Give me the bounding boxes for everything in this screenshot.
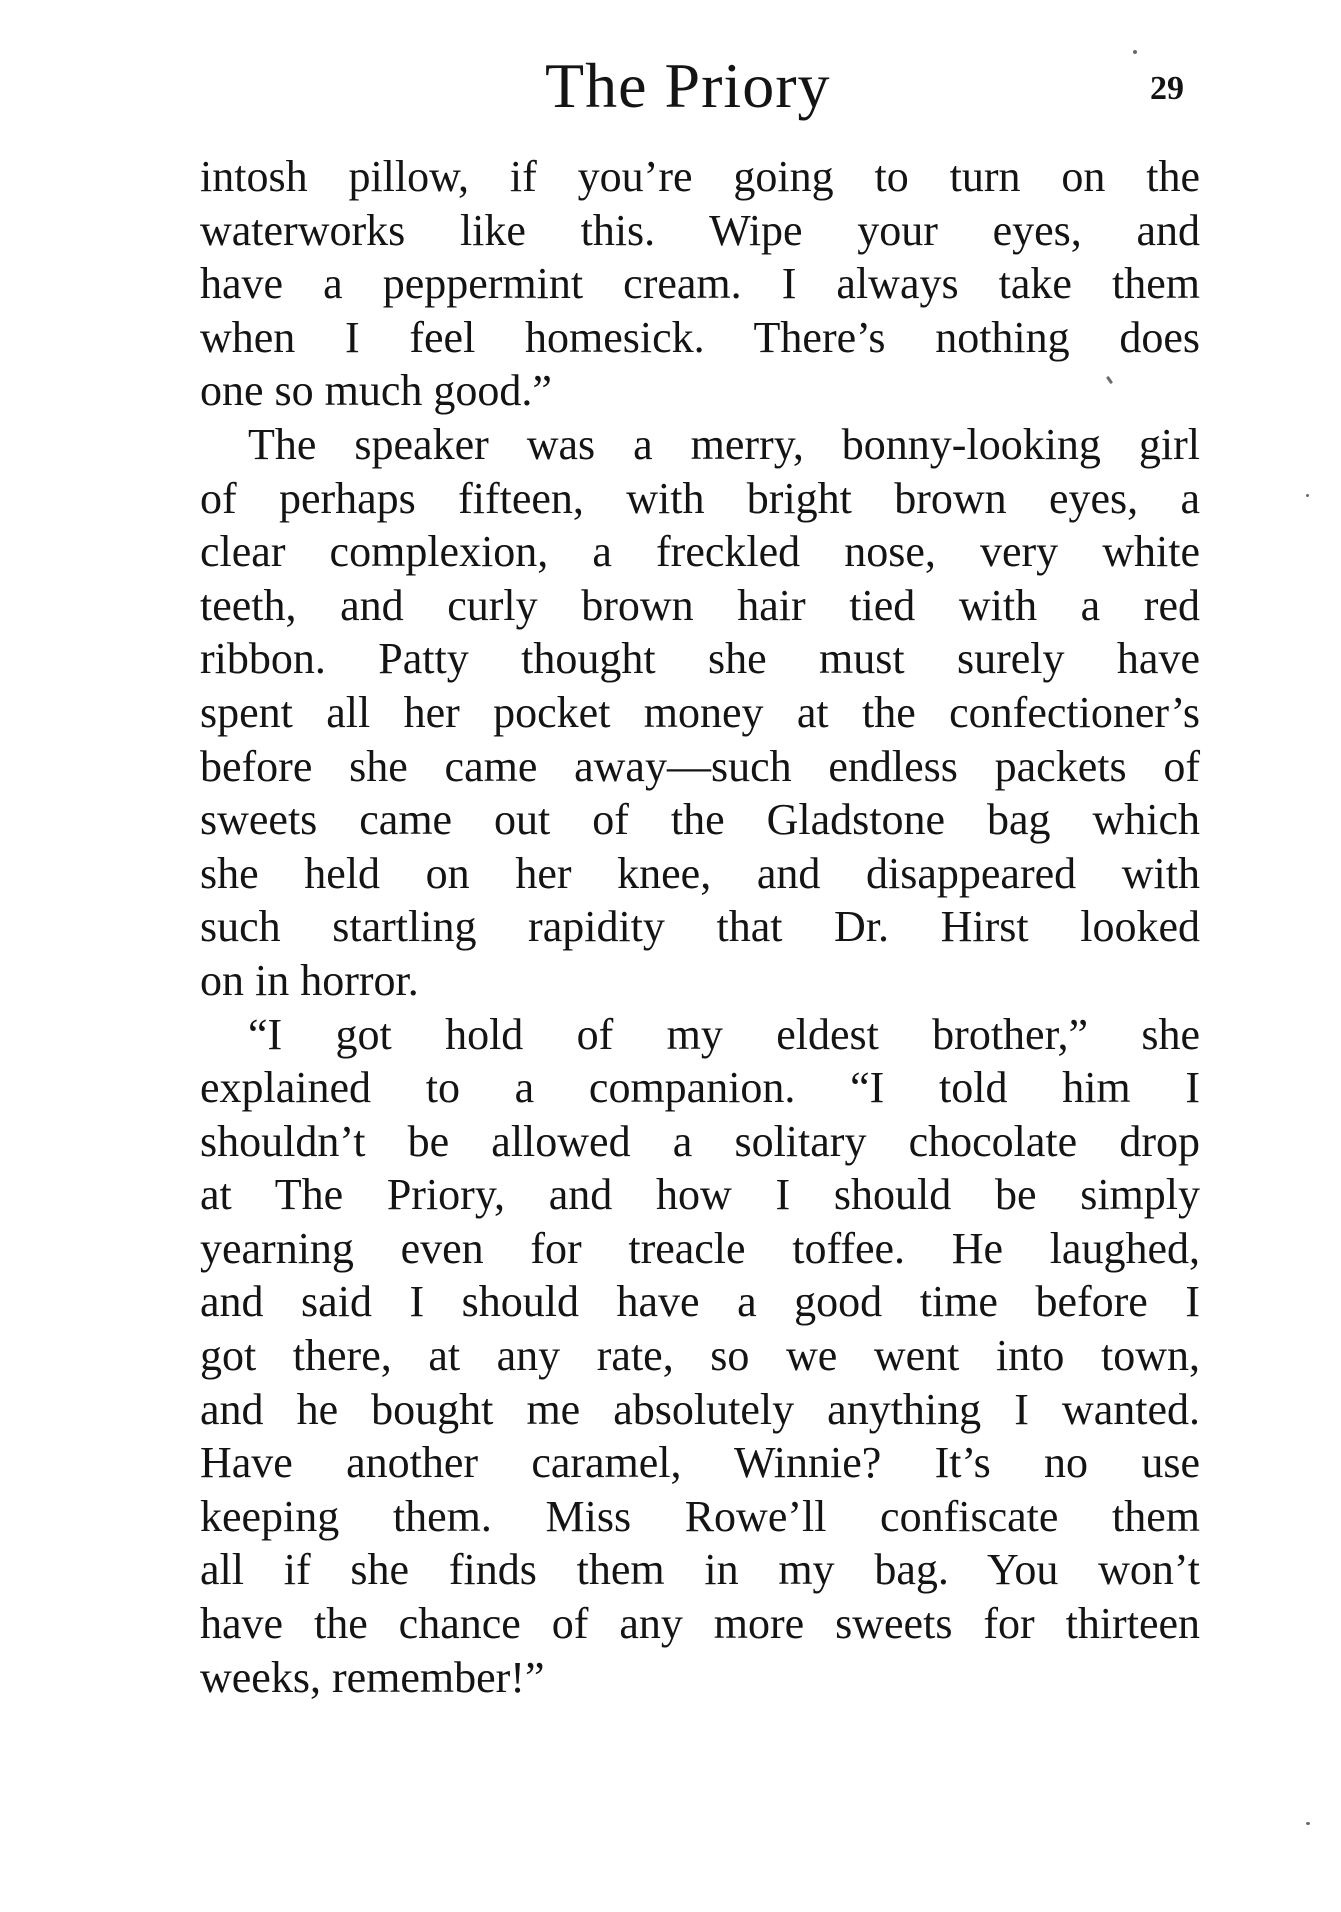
text-line: waterworks like this. Wipe your eyes, and <box>200 205 1200 255</box>
text-line: and said I should have a good time before I <box>200 1277 1200 1327</box>
text-line: when I feel homesick. There’s nothing does <box>200 312 1200 362</box>
text-line: and he bought me absolutely anything I wanted. <box>200 1384 1200 1434</box>
text-line: The speaker was a merry, bonny-looking girl <box>248 419 1200 469</box>
text-line: at The Priory, and how I should be simply <box>200 1170 1200 1220</box>
text-line: teeth, and curly brown hair tied with a red <box>200 580 1200 630</box>
text-line: she held on her knee, and disappeared with <box>200 848 1200 898</box>
text-line: of perhaps fifteen, with bright brown eyes, a <box>200 473 1200 523</box>
text-line: have a peppermint cream. I always take them <box>200 259 1200 309</box>
page-number: 29 <box>1150 70 1184 107</box>
text-line: one so much good.” <box>200 366 552 416</box>
text-line: on in horror. <box>200 955 419 1005</box>
text-line: shouldn’t be allowed a solitary chocolate drop <box>200 1116 1200 1166</box>
text-line: sweets came out of the Gladstone bag which <box>200 795 1200 845</box>
text-line: Have another caramel, Winnie? It’s no use <box>200 1438 1200 1488</box>
body-text <box>200 150 1200 1704</box>
text-line: such startling rapidity that Dr. Hirst looked <box>200 902 1200 952</box>
text-line: got there, at any rate, so we went into town, <box>200 1331 1200 1381</box>
text-line: before she came away—such endless packets of <box>200 741 1200 791</box>
text-line: clear complexion, a freckled nose, very white <box>200 527 1200 577</box>
text-line: “I got hold of my eldest brother,” she <box>248 1009 1200 1059</box>
text-line: keeping them. Miss Rowe’ll confiscate them <box>200 1491 1200 1541</box>
text-line: yearning even for treacle toffee. He laughed, <box>200 1223 1200 1273</box>
print-speck <box>1306 1822 1310 1825</box>
print-speck <box>1133 50 1137 54</box>
text-line: explained to a companion. “I told him I <box>200 1063 1200 1113</box>
print-speck <box>1306 494 1309 497</box>
text-line: spent all her pocket money at the confectioner’s <box>200 687 1200 737</box>
text-line: have the chance of any more sweets for thirteen <box>200 1599 1200 1649</box>
running-head <box>0 36 1341 126</box>
running-head-title: The Priory <box>545 50 831 121</box>
text-line: intosh pillow, if you’re going to turn on the <box>200 152 1200 201</box>
text-line: all if she finds them in my bag. You won’t <box>200 1545 1200 1595</box>
text-line: weeks, remember!” <box>200 1652 545 1702</box>
text-line: ribbon. Patty thought she must surely have <box>200 634 1200 684</box>
